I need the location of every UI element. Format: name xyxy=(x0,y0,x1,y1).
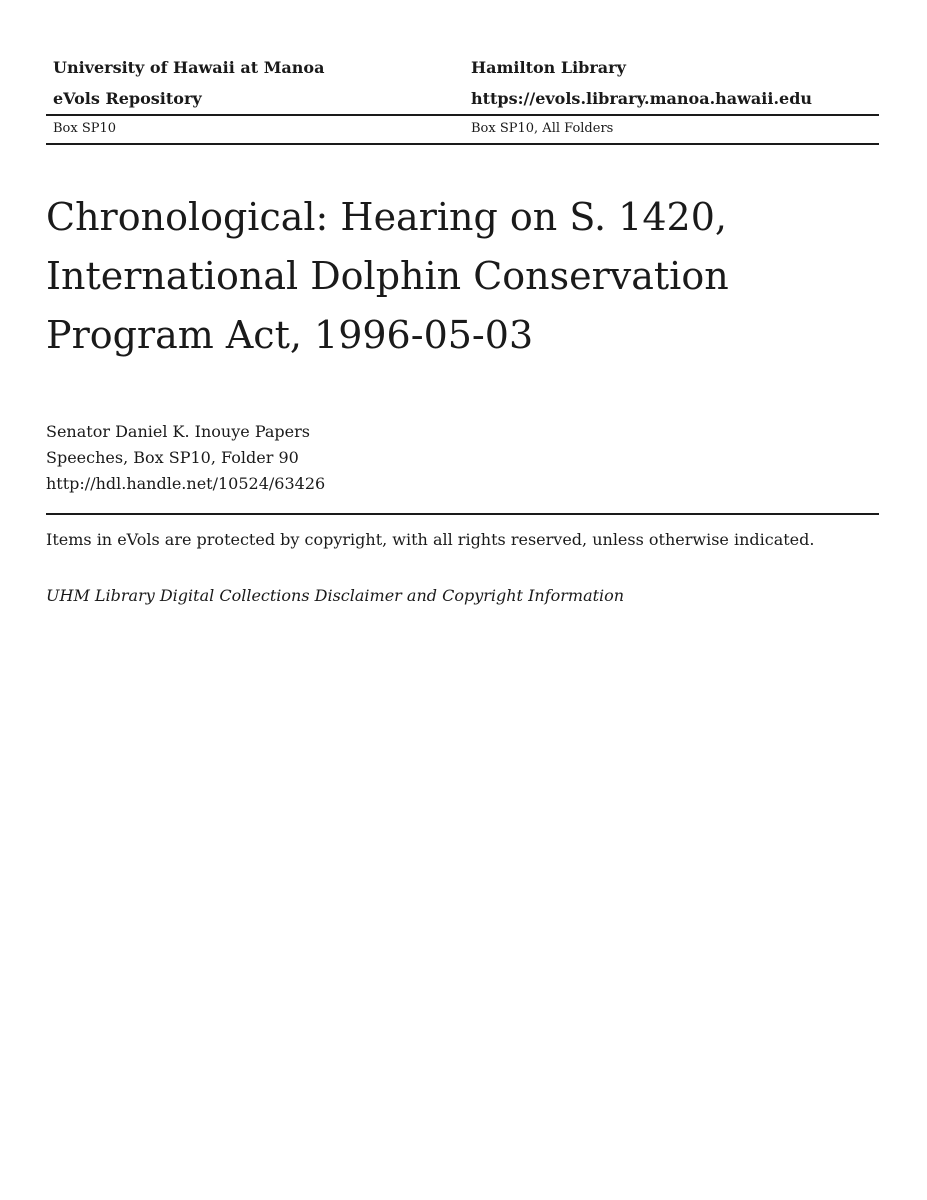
title-line-1: Chronological: Hearing on S. 1420, xyxy=(46,195,727,239)
header-row-second xyxy=(46,83,879,114)
header-divider-bottom xyxy=(46,143,879,145)
document-metadata xyxy=(46,419,325,497)
repository-name: eVols Repository xyxy=(53,89,202,108)
rights-statement: Items in eVols are protected by copyright, with all rights reserved, unless otherwise indicated. xyxy=(46,530,815,549)
folder-location: Speeches, Box SP10, Folder 90 xyxy=(46,448,299,467)
document-header xyxy=(46,52,879,145)
header-row-top xyxy=(46,52,879,83)
document-title xyxy=(46,188,876,365)
collection-name: Senator Daniel K. Inouye Papers xyxy=(46,422,310,441)
content-divider xyxy=(46,513,879,515)
handle-link[interactable]: http://hdl.handle.net/10524/63426 xyxy=(46,474,326,493)
title-line-3: Program Act, 1996-05-03 xyxy=(46,313,534,357)
disclaimer-link[interactable]: UHM Library Digital Collections Disclaimer and Copyright Information xyxy=(46,586,625,605)
box-label-right: Box SP10, All Folders xyxy=(471,121,614,136)
institution-name: University of Hawaii at Manoa xyxy=(53,58,325,77)
box-label-left: Box SP10 xyxy=(53,121,117,136)
box-row xyxy=(46,116,879,143)
title-line-2: International Dolphin Conservation xyxy=(46,254,729,298)
repository-url-link[interactable]: https://evols.library.manoa.hawaii.edu xyxy=(471,89,813,108)
library-name: Hamilton Library xyxy=(471,58,626,77)
